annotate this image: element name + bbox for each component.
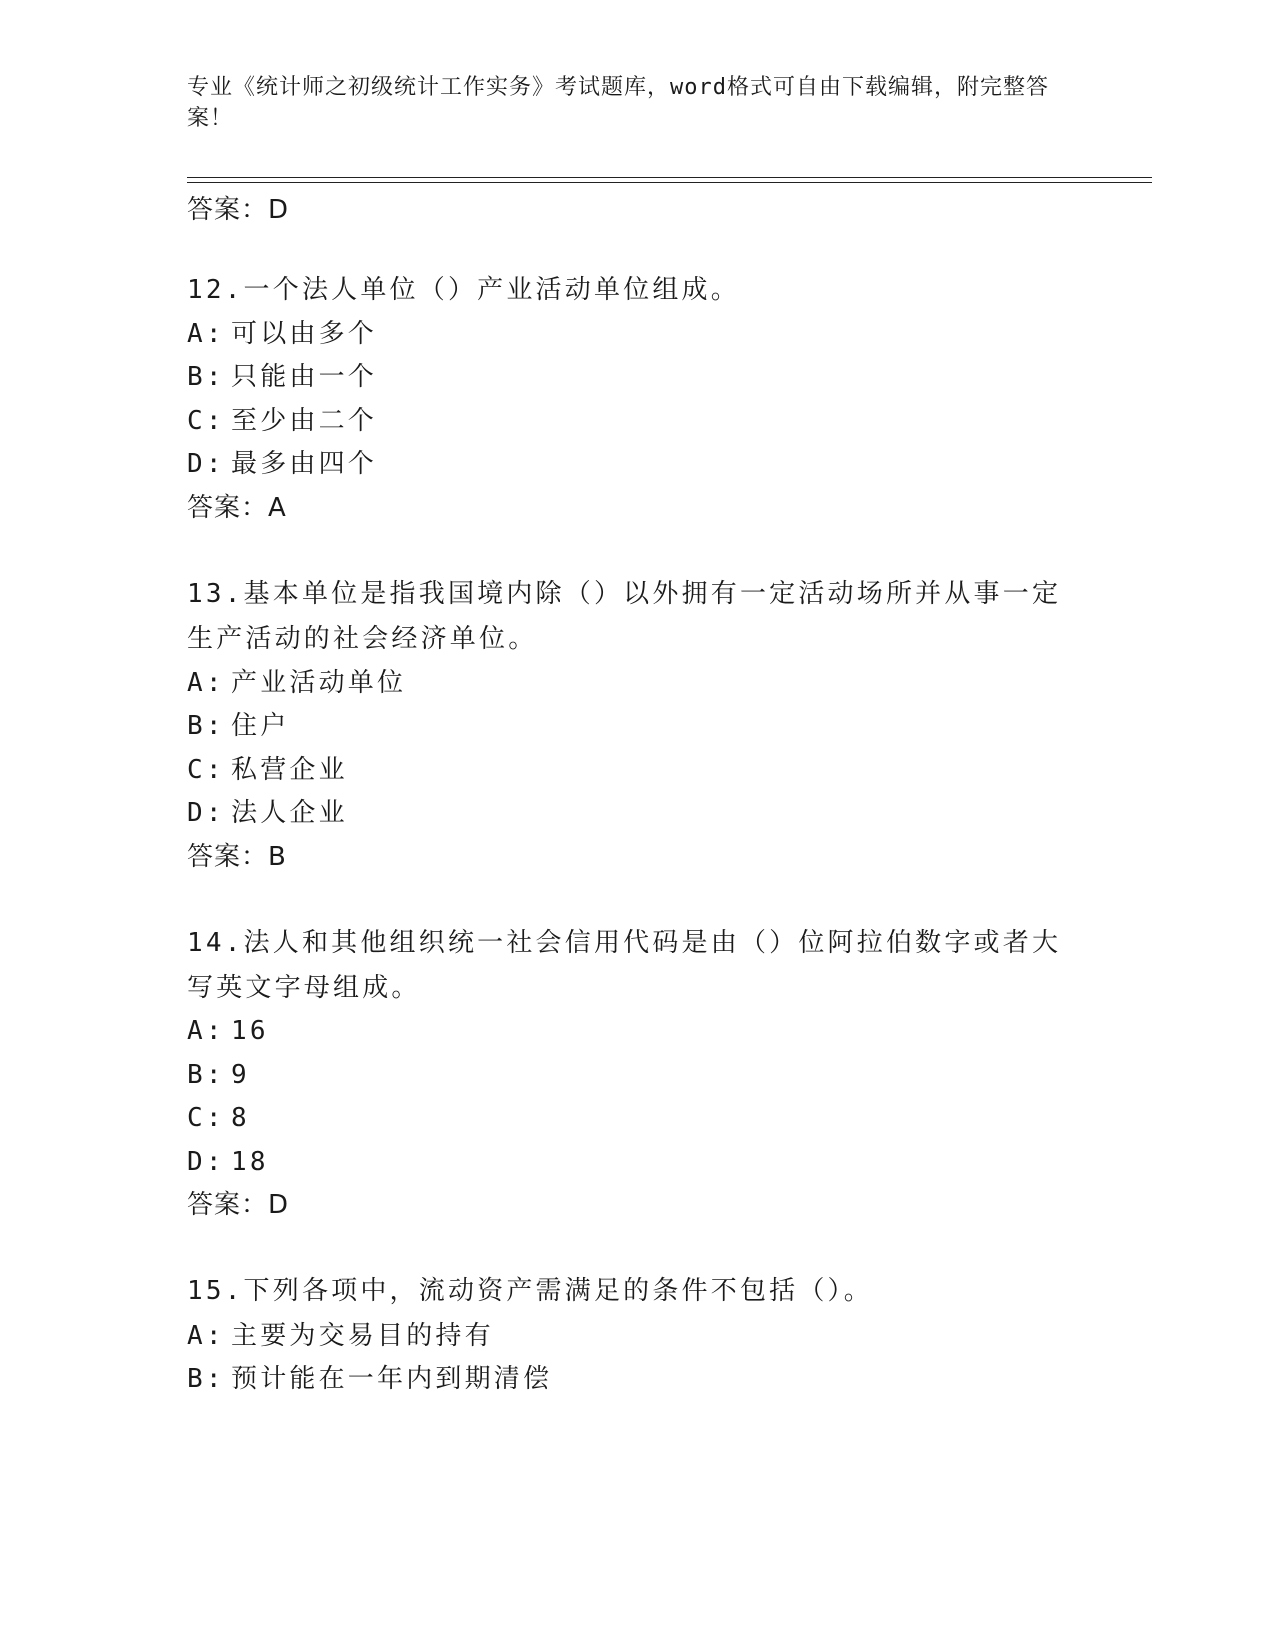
- option-letter: B:: [187, 362, 225, 392]
- answer-line-14: [187, 1188, 289, 1222]
- answer-line-11: [187, 193, 289, 227]
- option-text: 可以由多个: [231, 319, 378, 349]
- option-text: 最多由四个: [231, 449, 378, 479]
- option-13-c: [187, 753, 348, 787]
- option-13-a: [187, 666, 406, 700]
- option-text: 法人企业: [231, 798, 348, 828]
- option-13-b: [187, 709, 289, 743]
- page-header: 专业《统计师之初级统计工作实务》考试题库，word格式可自由下载编辑，附完整答案！: [187, 75, 1049, 131]
- option-letter: B:: [187, 711, 225, 741]
- answer-label: 答案：: [187, 1190, 269, 1220]
- option-14-c: [187, 1101, 250, 1135]
- option-text: 18: [231, 1147, 269, 1177]
- answer-label: 答案：: [187, 842, 269, 872]
- option-15-a: [187, 1319, 494, 1353]
- question-stem-14: 14.法人和其他组织统一社会信用代码是由（）位阿拉伯数字或者大写英文字母组成。: [187, 928, 1062, 1003]
- option-letter: C:: [187, 755, 225, 785]
- option-text: 预计能在一年内到期清偿: [231, 1364, 553, 1394]
- answer-value: A: [268, 493, 287, 523]
- header-divider: [187, 177, 1152, 178]
- answer-label: 答案：: [187, 493, 269, 523]
- option-letter: D:: [187, 798, 225, 828]
- answer-value: D: [268, 1190, 290, 1220]
- option-letter: A:: [187, 1321, 225, 1351]
- question-stem-15: 15.下列各项中，流动资产需满足的条件不包括（）。: [187, 1276, 873, 1306]
- option-letter: D:: [187, 449, 225, 479]
- option-letter: C:: [187, 406, 225, 436]
- option-14-a: [187, 1014, 269, 1048]
- answer-value: B: [268, 842, 287, 872]
- option-text: 至少由二个: [231, 406, 378, 436]
- question-stem-13: 13.基本单位是指我国境内除（）以外拥有一定活动场所并从事一定生产活动的社会经济单位。: [187, 579, 1062, 654]
- answer-value: D: [268, 195, 290, 225]
- option-12-b: [187, 360, 377, 394]
- option-15-b: [187, 1362, 552, 1396]
- option-letter: A:: [187, 668, 225, 698]
- option-12-a: [187, 317, 377, 351]
- answer-label: 答案：: [187, 195, 269, 225]
- option-13-d: [187, 796, 348, 830]
- answer-line-13: [187, 840, 287, 874]
- option-14-d: [187, 1145, 269, 1179]
- option-14-b: [187, 1058, 250, 1092]
- option-text: 16: [231, 1016, 269, 1046]
- option-letter: D:: [187, 1147, 225, 1177]
- option-letter: B:: [187, 1364, 225, 1394]
- option-12-c: [187, 404, 377, 438]
- question-stem-12: 12.一个法人单位（）产业活动单位组成。: [187, 275, 740, 305]
- option-text: 9: [231, 1060, 250, 1090]
- option-text: 只能由一个: [231, 362, 378, 392]
- header-divider-second: [187, 182, 1152, 183]
- option-text: 私营企业: [231, 755, 348, 785]
- option-12-d: [187, 447, 377, 481]
- option-text: 产业活动单位: [231, 668, 407, 698]
- option-letter: A:: [187, 1016, 225, 1046]
- option-text: 8: [231, 1103, 250, 1133]
- option-letter: B:: [187, 1060, 225, 1090]
- option-text: 主要为交易目的持有: [231, 1321, 494, 1351]
- option-letter: A:: [187, 319, 225, 349]
- option-letter: C:: [187, 1103, 225, 1133]
- answer-line-12: [187, 491, 287, 525]
- option-text: 住户: [231, 711, 290, 741]
